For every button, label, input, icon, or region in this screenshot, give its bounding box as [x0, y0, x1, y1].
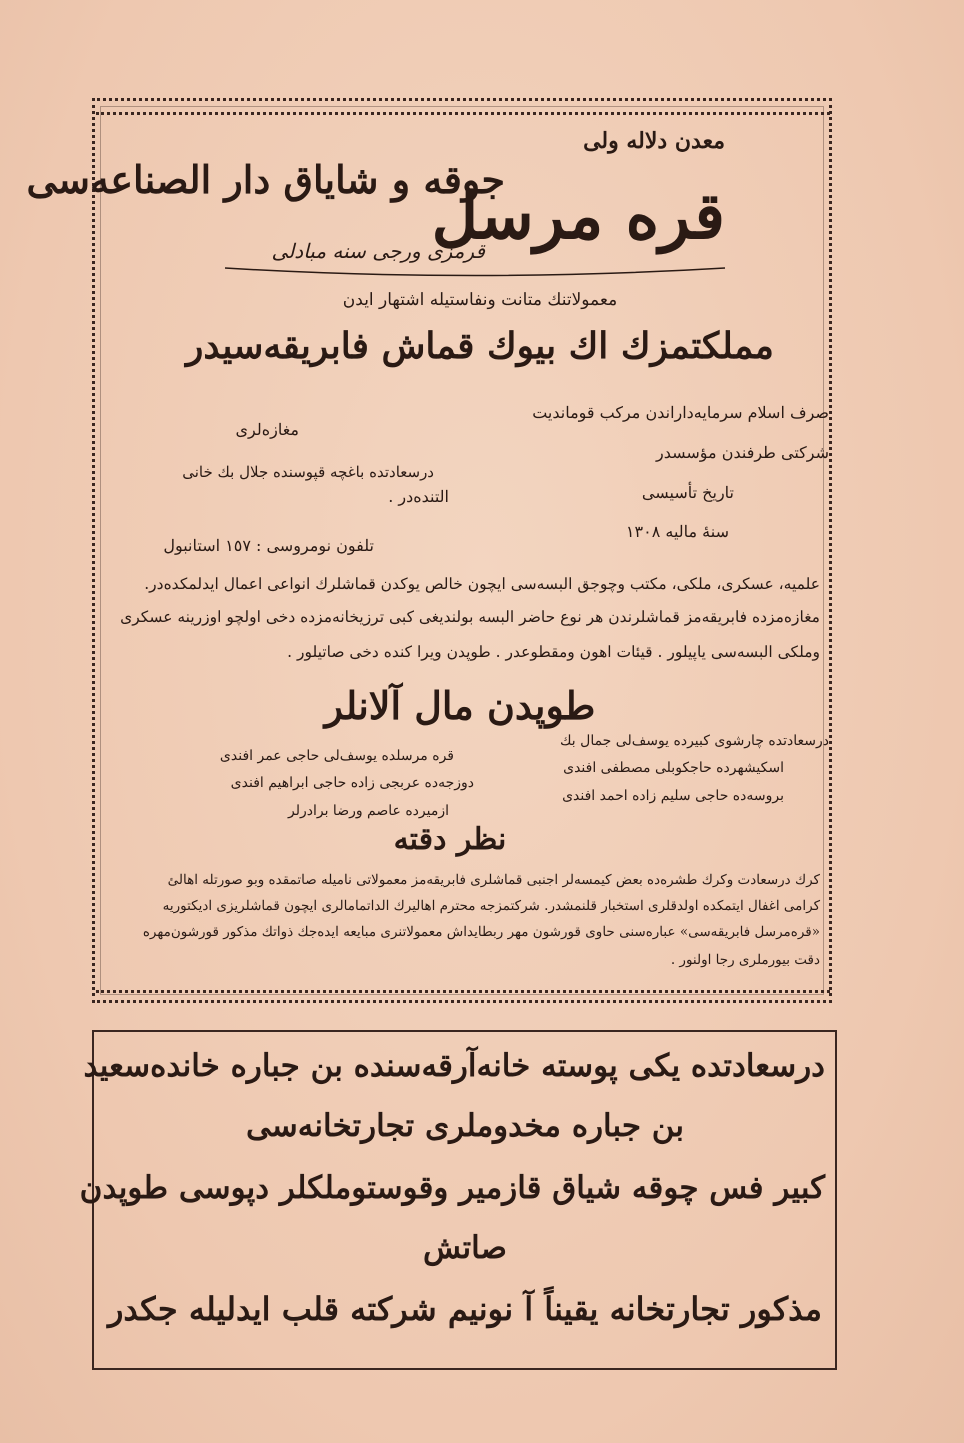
notice-line-1: كرك درسعادت وكرك طشره‌ده بعض كيمسه‌لر اجنبى قماشلرى فابريقه‌مز معمولاتى ناميله صاتمقده وبو صورتله اهالئ [167, 872, 820, 888]
founder-line-1: صرف اسلام سرمايه‌داراندن مركب قومانديت [532, 403, 829, 422]
logo-upper-text: جوقه و شایاق دار الصناعه‌سی [26, 157, 505, 202]
logo-bottom-text: قرمزى ورجى سنه‌ مبادلى [271, 239, 485, 263]
seller-left-1: قره مرسلده يوسف‌لى حاجى عمر افندى [219, 748, 454, 764]
seller-right-3: بروسه‌ده حاجى سليم زاده احمد افندى [562, 788, 784, 804]
notice-line-3: «قره‌مرسل فابريقه‌سى» عباره‌سنى حاوى قورشون مهر ربطايداش معمولاتنرى مبايعه ايده‌جك ذواتك مذكور قورشون‌مهره [142, 924, 820, 940]
seller-right-2: اسكيشهرده حاجكوبلى مصطفى افندى [563, 760, 784, 776]
calligraphic-logo [26, 118, 745, 293]
stores-label: مغازه‌لرى [235, 420, 299, 439]
bottom-ornament-band [96, 990, 830, 997]
logo-flourish-line [225, 268, 725, 276]
logo-main-text: قره‌ مرسل [431, 179, 725, 254]
bottom-ad-line-2: بن جباره مخدوملرى تجارتخانه‌سى [245, 1108, 685, 1144]
founding-date-label: تاريخ تأسيسى [641, 483, 734, 502]
body-line-3: وملكى البسه‌سى ياپيلور . قيئات اهون ومقطوعدر . طوپدن ويرا كنده دخى صاتيلور . [287, 643, 820, 661]
bottom-ad-line-3: كبير فس چوقه شياق قازمير وقوستوملكلر دپوسى طوپدن [79, 1170, 825, 1206]
seller-right-1: درسعادتده چارشوى كبيرده يوسف‌لى جمال بك [560, 733, 829, 749]
headline: مملكتمزك اك بيوك قماش فابريقه‌سيدر [186, 325, 774, 367]
notice-line-4: دقت بيورملرى رجا اولنور . [670, 952, 820, 968]
bottom-ad-line-1: درسعادتده يكى پوسته خانه‌آرقه‌سنده بن جباره خانده‌سعيد [83, 1048, 825, 1084]
store-address: درسعادتده باغچه قپوسنده جلال بك خانى [182, 463, 434, 481]
bottom-ad-line-5: مذكور تجارتخانه يقيناً آ نونيم شركته قلب ايدليله جكدر [107, 1290, 823, 1328]
notice-line-2: كرامى اغفال ايتمكده اولدقلرى استخبار قلنمشدر. شركتمزجه محترم اهاليرك الداتمامالرى ايچون قماشلريزى اديكتوريه [162, 898, 820, 914]
wholesale-buyers-title: طوپدن مال آلانلر [324, 683, 596, 728]
phone-number: تلفون نومروسى : ١٥٧ استانبول [163, 536, 374, 555]
bottom-ad-line-4: صاتش [423, 1230, 507, 1266]
logo-small-text: معدن دلاله‌ ولی [583, 128, 725, 154]
notice-title: نظر دقته [393, 822, 507, 857]
store-address-end: التنده‌در . [388, 487, 449, 506]
seller-left-2: دوزجه‌ده عربجى زاده حاجى ابراهيم افندى [230, 775, 474, 791]
body-line-1: علميه، عسكرى، ملكى، مكتب وچوجق البسه‌سى ايچون خالص يوكدن قماشلرك انواعى اعمال ايدلمكده‌در. [144, 575, 820, 593]
founding-year: سنهٔ ماليه ١٣٠٨ [625, 522, 729, 541]
subheading: معمولاتنك متانت ونفاستيله اشتهار ايدن [342, 290, 618, 310]
founder-line-2: شركتى طرفندن مؤسسدر [655, 443, 829, 462]
body-line-2: مغازه‌مزده فابريقه‌مز قماشلرندن هر نوع حاضر البسه بولنديغى كبى ترزيخانه‌مزده دخى اولچو اوزرينه عسكرى [120, 608, 820, 626]
seller-left-3: ازميرده عاصم ورضا برادرلر [287, 803, 449, 819]
